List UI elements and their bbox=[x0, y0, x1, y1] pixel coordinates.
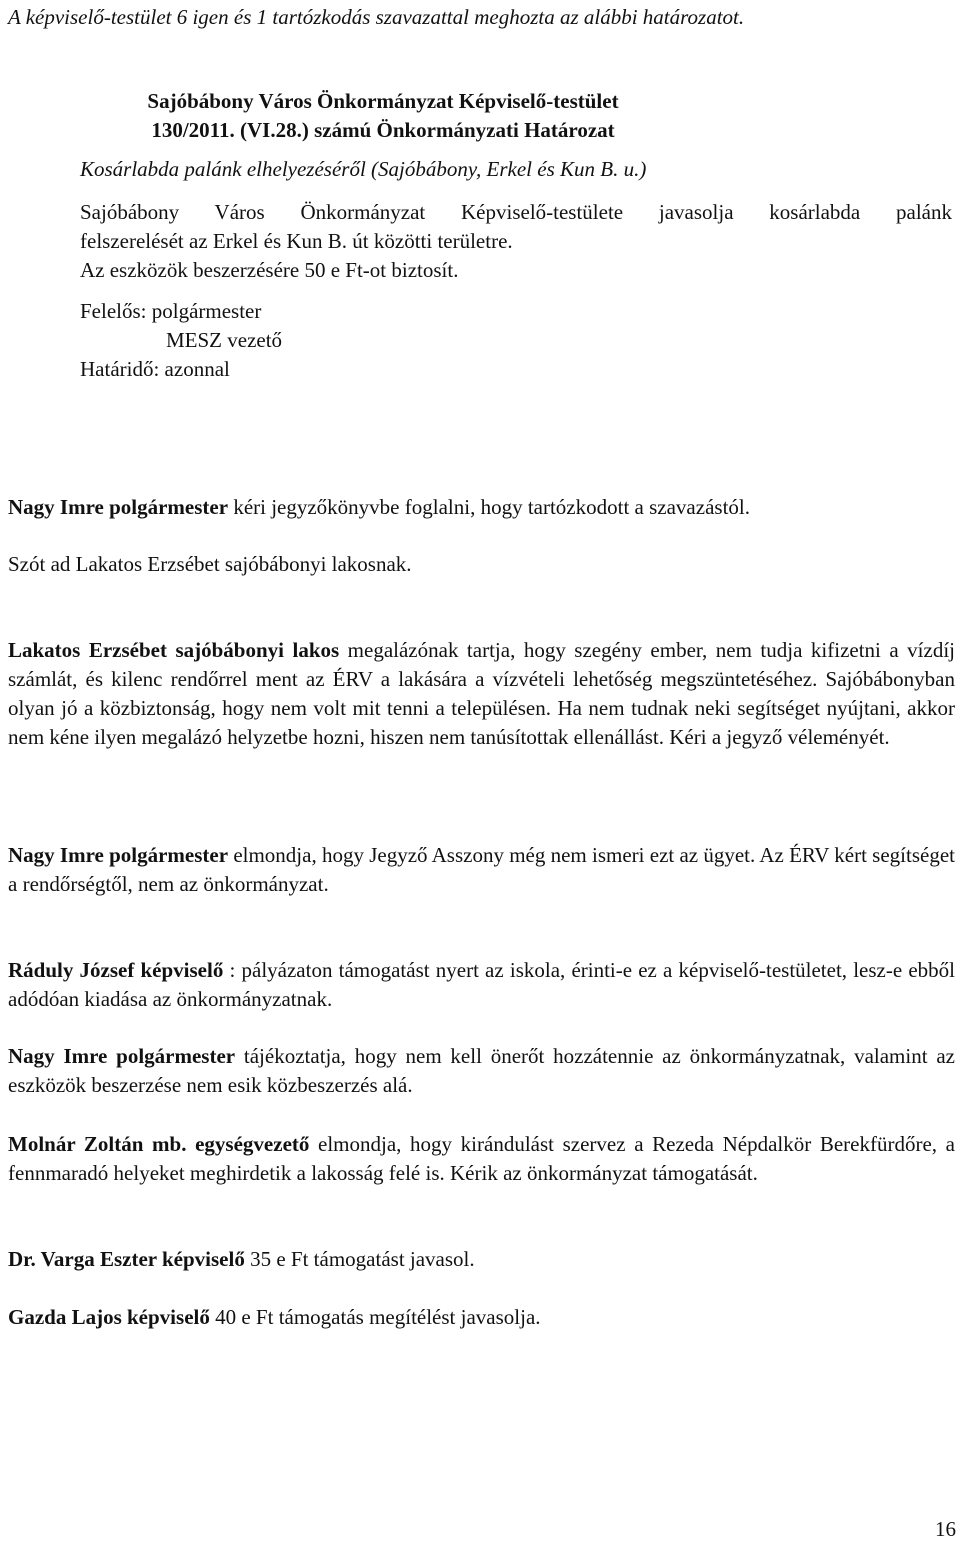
resolution-text-line2: felszerelését az Erkel és Kun B. út közötti területre. bbox=[80, 229, 513, 253]
paragraph-text: 40 e Ft támogatás megítélést javasolja. bbox=[209, 1305, 541, 1329]
paragraph-8 bbox=[8, 1245, 955, 1274]
resolution-text bbox=[80, 198, 952, 285]
deadline: Határidő: azonnal bbox=[80, 357, 230, 381]
resolution-text-line1: Sajóbábony Város Önkormányzat Képviselő-testülete javasolja kosárlabda palánk bbox=[80, 200, 952, 224]
resolution-heading-line1: Sajóbábony Város Önkormányzat Képviselő-testület bbox=[147, 89, 619, 113]
speaker-name: Nagy Imre polgármester bbox=[8, 1044, 236, 1068]
paragraph-3 bbox=[8, 636, 955, 752]
paragraph-text: elmondja, hogy kirándulást szervez a Rezeda Népdalkör Berekfürdőre, a fennmaradó helyeket meghirdetik a lakosság felé is. Kérik az önkormányzat támogatását. bbox=[8, 1132, 955, 1185]
paragraph-7 bbox=[8, 1130, 955, 1188]
intro-line: A képviselő-testület 6 igen és 1 tartózkodás szavazattal meghozta az alábbi határozatot. bbox=[8, 5, 745, 29]
resolution-block bbox=[80, 87, 952, 384]
paragraph-text: tájékoztatja, hogy nem kell önerőt hozzátennie az önkormányzatnak, valamint az eszközök beszerzése nem esik közbeszerzés alá. bbox=[8, 1044, 955, 1097]
paragraph-text: megalázónak tartja, hogy szegény ember, nem tudja kifizetni a vízdíj számlát, és kilenc rendőrrel ment az ÉRV a lakására a vízvételi lehetőség megszüntetéséhez. Sajóbábonyban olyan jó a közbiztonság, hogy nem volt mit tenni a településen. Ha nem tudnak neki segítséget nyújtani, akkor nem kéne ilyen megalázó helyzetbe hozni, hiszen nem tanúsítottak ellenállást. Kéri a jegyző véleményét. bbox=[8, 638, 956, 749]
speaker-name: Dr. Varga Eszter képviselő bbox=[8, 1247, 245, 1271]
resolution-heading bbox=[88, 87, 678, 145]
paragraph-text: 35 e Ft támogatást javasol. bbox=[244, 1247, 475, 1271]
resolution-subject: Kosárlabda palánk elhelyezéséről (Sajóbábony, Erkel és Kun B. u.) bbox=[80, 157, 647, 181]
resolution-text-line3: Az eszközök beszerzésére 50 e Ft-ot biztosít. bbox=[80, 258, 459, 282]
speaker-name: Gazda Lajos képviselő bbox=[8, 1305, 210, 1329]
paragraph-text: elmondja, hogy Jegyző Asszony még nem ismeri ezt az ügyet. Az ÉRV kért segítséget a rendőrségtől, nem az önkormányzat. bbox=[8, 843, 955, 896]
resolution-heading-line2: 130/2011. (VI.28.) számú Önkormányzati Határozat bbox=[151, 118, 615, 142]
paragraph-4 bbox=[8, 841, 955, 899]
paragraph-text: Szót ad Lakatos Erzsébet sajóbábonyi lakosnak. bbox=[8, 552, 412, 576]
paragraph-text: kéri jegyzőkönyvbe foglalni, hogy tartózkodott a szavazástól. bbox=[228, 495, 750, 519]
speaker-name: Nagy Imre polgármester bbox=[8, 843, 229, 867]
page-number: 16 bbox=[935, 1517, 956, 1541]
resolution-responsible bbox=[80, 297, 952, 384]
speaker-role: egységvezető bbox=[186, 1132, 310, 1156]
speaker-name: Ráduly József képviselő bbox=[8, 958, 224, 982]
paragraph-6 bbox=[8, 1042, 955, 1100]
responsible-label: Felelős: polgármester bbox=[80, 299, 262, 323]
speaker-name: Molnár Zoltán mb. bbox=[8, 1132, 187, 1156]
speaker-name: Nagy Imre polgármester bbox=[8, 495, 229, 519]
responsible-second: MESZ vezető bbox=[166, 328, 283, 352]
speaker-name: Lakatos Erzsébet sajóbábonyi lakos bbox=[8, 638, 340, 662]
paragraph-text: : pályázaton támogatást nyert az iskola, érinti-e ez a képviselő-testületet, lesz-e ebből adódóan kiadása az önkormányzatnak. bbox=[8, 958, 955, 1011]
paragraph-1 bbox=[8, 493, 955, 522]
paragraph-9 bbox=[8, 1303, 955, 1332]
paragraph-5 bbox=[8, 956, 955, 1014]
paragraph-2 bbox=[8, 550, 955, 579]
